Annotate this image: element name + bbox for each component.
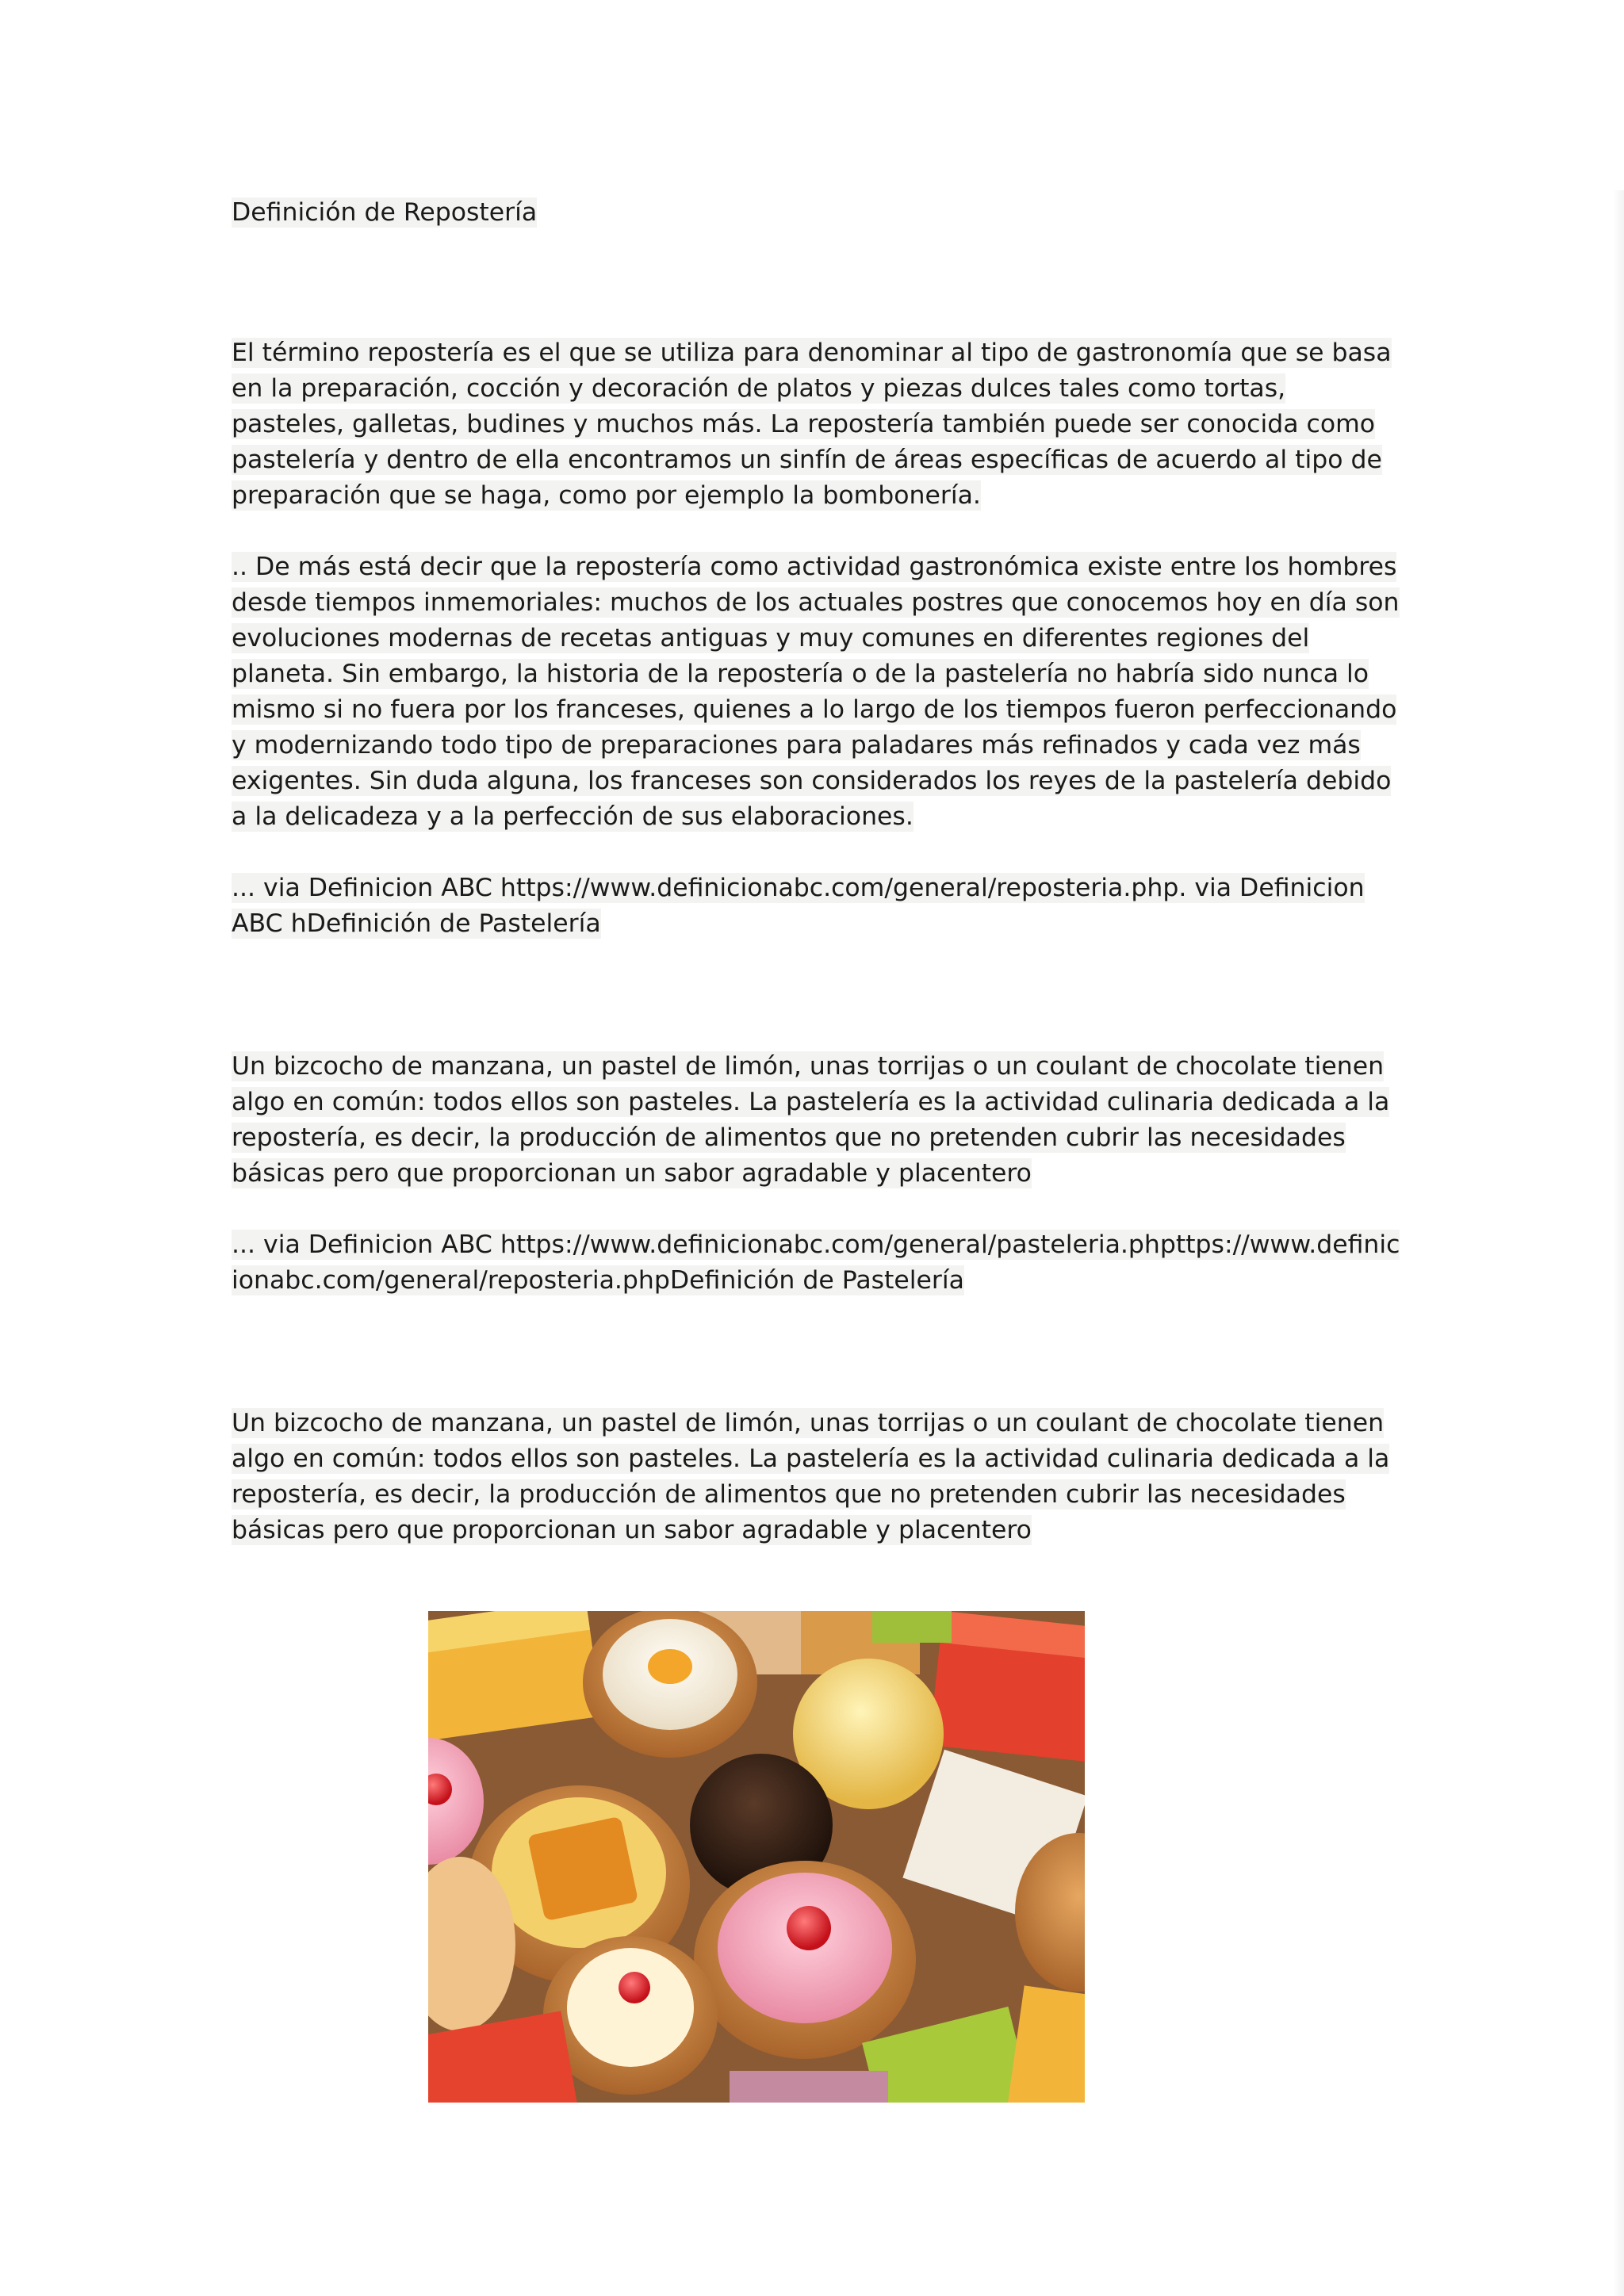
document-body: [232, 190, 1405, 1548]
pastries-illustration: [428, 1611, 1085, 2103]
paragraph-1: El término repostería es el que se utiliza para denominar al tipo de gastronomía que se basa en la preparación, cocción y decoración de platos y piezas dulces tales como tortas, pasteles, galletas, budines y muchos más. La repostería también puede ser conocida como pastelería y dentro de ella encontramos un sinfín de áreas específicas de acuerdo al tipo de preparación que se haga, como por ejemplo la bombonería.: [232, 339, 1392, 510]
pastries-photo: [428, 1611, 1085, 2103]
paragraph-4: Un bizcocho de manzana, un pastel de limón, unas torrijas o un coulant de chocolate tienen algo en común: todos ellos son pasteles. La pastelería es la actividad culinaria dedicada a la repostería, es decir, la producción de alimentos que no pretenden cubrir las necesidades básicas pero que proporcionan un sabor agradable y placentero: [232, 1409, 1390, 1544]
paragraph-2: .. De más está decir que la repostería como actividad gastronómica existe entre los hombres desde tiempos inmemoriales: muchos de los actuales postres que conocemos hoy en día son evoluciones modernas de recetas antiguas y muy comunes en diferentes regiones del planeta. Sin embargo, la historia de la repostería o de la pastelería no habría sido nunca lo mismo si no fuera por los franceses, quienes a lo largo de los tiempos fueron perfeccionando y modernizando todo tipo de preparaciones para paladares más refinados y cada vez más exigentes. Sin duda alguna, los franceses son considerados los reyes de la pastelería debido a la delicadeza y a la perfección de sus elaboraciones.: [232, 553, 1400, 831]
page-edge-shadow: [1613, 190, 1624, 2296]
document-title: Definición de Repostería: [232, 198, 538, 227]
source-citation-2: ... via Definicion ABC https://www.definicionabc.com/general/pasteleria.phpttps://www.definicionabc.com/general/reposteria.phpDefinición de Pastelería: [232, 1230, 1400, 1295]
paragraph-3: Un bizcocho de manzana, un pastel de limón, unas torrijas o un coulant de chocolate tienen algo en común: todos ellos son pasteles. La pastelería es la actividad culinaria dedicada a la repostería, es decir, la producción de alimentos que no pretenden cubrir las necesidades básicas pero que proporcionan un sabor agradable y placentero: [232, 1052, 1390, 1188]
source-citation-1: ... via Definicion ABC https://www.definicionabc.com/general/reposteria.php. via Definicion ABC hDefinición de Pastelería: [232, 874, 1365, 938]
